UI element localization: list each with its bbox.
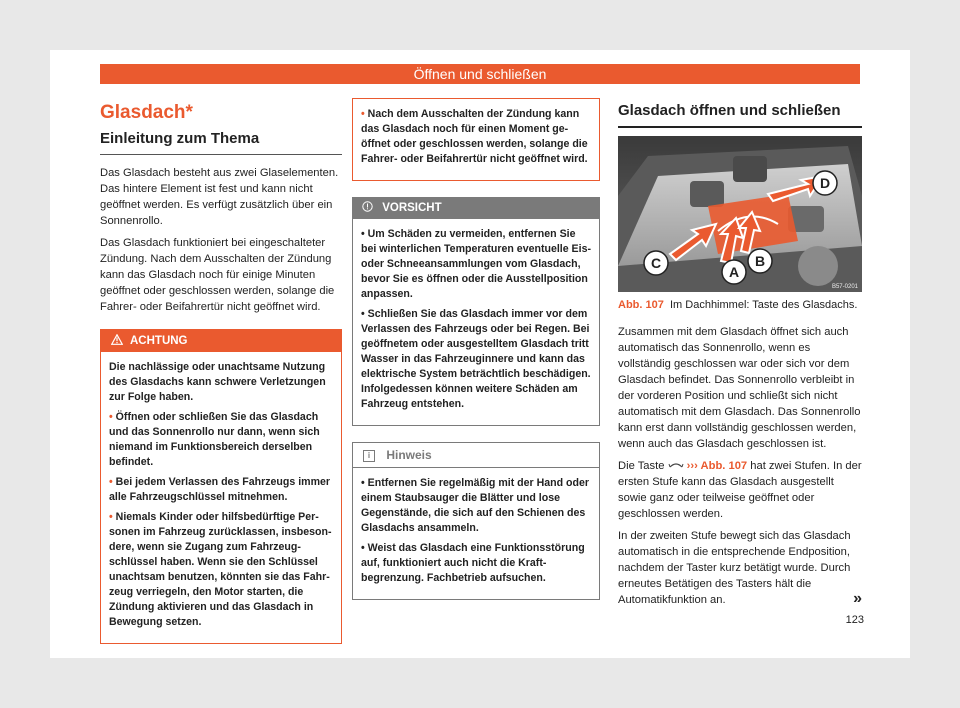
warning-item: • Nach dem Ausschalten der Zündung kann das Glasdach noch für einen Moment geöffnet oder geschlossen werden, solange die Fahrer- oder Beifahrertür nicht geöffnet wird. — [361, 108, 588, 165]
hint-label: Hinweis — [386, 448, 432, 462]
divider — [100, 154, 342, 155]
hint-header — [353, 443, 599, 468]
callout-label-d: D — [819, 175, 831, 191]
caution-label: VORSICHT — [382, 202, 442, 214]
paragraph: Das Glasdach funktioniert bei eingeschalteter Zündung. Nach dem Ausschalten der Zündung kann das Glasdach noch für einige Minuten geöffnet oder geschlossen werden, solange die Fahrer- oder Beifahrertür nicht geöffnet wird. — [100, 237, 335, 313]
warning-box — [100, 329, 342, 644]
continue-marker: » — [853, 590, 862, 607]
warning-item: • Öffnen oder schließen Sie das Glasdach und das Sonnenrollo nur dann, wenn sich niemand im Funktionsbereich derselben befindet. — [109, 411, 320, 468]
warning-intro: Die nachlässige oder unachtsame Nutzung des Glasdachs kann schwere Verletzungen zur Folge haben. — [109, 361, 326, 403]
roof-button-figure — [618, 136, 862, 292]
roof-button-symbol-icon — [668, 460, 687, 472]
note-icon: i — [363, 450, 375, 462]
figure-caption: Abb. 107 Im Dachhimmel: Taste des Glasdachs. — [618, 299, 858, 311]
hint-item: • Entfernen Sie regelmäßig mit der Hand oder einem Staubsauger die Blätter und lose Gegenstände, die sich auf den Schienen des Glasdachs ansammeln. — [361, 477, 589, 534]
hint-item: • Weist das Glasdach eine Funktionsstörung auf, funktioniert auch nicht die Kraftbegrenzung. Fachbetrieb aufsuchen. — [361, 542, 585, 584]
warning-item: • Niemals Kinder oder hilfsbedürftige Personen im Fahrzeug zurücklassen, insbesondere, wenn sie Zugang zum Fahrzeugschlüssel haben. Wenn sie den Schlüssel unachtsam benutzen, könnten sie das Fahrzeug verriegeln, den Motor starten, die Zündung aktivieren und das Glasdach in Bewegung setzen. — [109, 511, 332, 628]
paragraph: In der zweiten Stufe bewegt sich das Glasdach automatisch in die entsprechende Endposition, nachdem der Taster kurz betätigt wurde. Durch erneutes Betätigen des Tasters hält die Automatikfunktion an. — [618, 530, 851, 606]
caution-box — [352, 197, 600, 426]
warning-item: • Bei jedem Verlassen des Fahrzeugs immer alle Fahrzeugschlüssel mitnehmen. — [109, 476, 330, 503]
caution-item: • Schließen Sie das Glasdach immer vor dem Verlassen des Fahrzeugs oder bei Regen. Bei geöffnetem oder ausgestelltem Glasdach tritt Wasser in das Fahrzeuginnere und kann das elektrische System beträchtlich beschädigen. Infolgedessen können weitere Schäden am Fahrzeug entstehen. — [361, 308, 591, 410]
page-number: 123 — [845, 614, 864, 626]
caution-body — [352, 219, 600, 426]
chapter-heading: Glasdach* — [100, 102, 193, 123]
caution-header — [352, 197, 600, 219]
warning-box-continued — [352, 98, 600, 181]
section-title: Öffnen und schließen — [100, 64, 860, 84]
warning-header — [101, 330, 341, 352]
caution-item: • Um Schäden zu vermeiden, entfernen Sie bei winterlichen Temperaturen eventuelle Eis- oder Schneeansammlungen vom Glasdach, bevor Sie es öffnen oder die Ausstellposition anpassen. — [361, 228, 591, 300]
paragraph: Die Taste ››› Abb. 107 hat zwei Stufen. In der ersten Stufe kann das Glasdach ausgestellt sowie ganz oder teilweise geöffnet oder geschlossen werden. — [618, 460, 862, 520]
header-bar — [50, 64, 910, 84]
hint-body — [353, 468, 599, 599]
topic-heading: Einleitung zum Thema — [100, 130, 260, 147]
paragraph: Zusammen mit dem Glasdach öffnet sich auch automatisch das Sonnenrollo, wenn es vollständig geschlossen war oder sich vor dem Glasdach befindet. Das Sonnenrollo verbleibt in der vorderen Position und schließt sich nicht automatisch mit dem Glasdach. Das Sonnenrollo kann erst dann vollständig geschlossen werden, wenn auch das Glasdach geschlossen ist. — [618, 326, 861, 450]
callout-label-c: C — [650, 255, 662, 271]
roof-console-illustration — [618, 136, 862, 292]
callout-label-a: A — [728, 264, 740, 280]
manual-page — [50, 50, 910, 658]
divider — [618, 126, 862, 128]
warning-label: ACHTUNG — [130, 335, 188, 347]
column-3 — [618, 98, 862, 614]
warning-continued-body — [353, 99, 599, 180]
section-heading: Glasdach öffnen und schließen — [618, 102, 841, 119]
hint-box — [352, 442, 600, 600]
column-1 — [100, 98, 342, 644]
warning-triangle-icon — [111, 330, 123, 352]
figure-reference-link[interactable]: ››› Abb. 107 — [686, 460, 748, 472]
info-circle-icon — [362, 202, 376, 214]
warning-body — [101, 352, 341, 643]
paragraph: Das Glasdach besteht aus zwei Glaselementen. Das hintere Element ist fest und kann nicht geöffnet werden. Es verfügt zusätzlich über ein Sonnenrollo. — [100, 167, 339, 227]
callout-label-b: B — [754, 253, 766, 269]
column-2 — [352, 98, 600, 600]
figure-code: B57-0201 — [831, 284, 858, 290]
